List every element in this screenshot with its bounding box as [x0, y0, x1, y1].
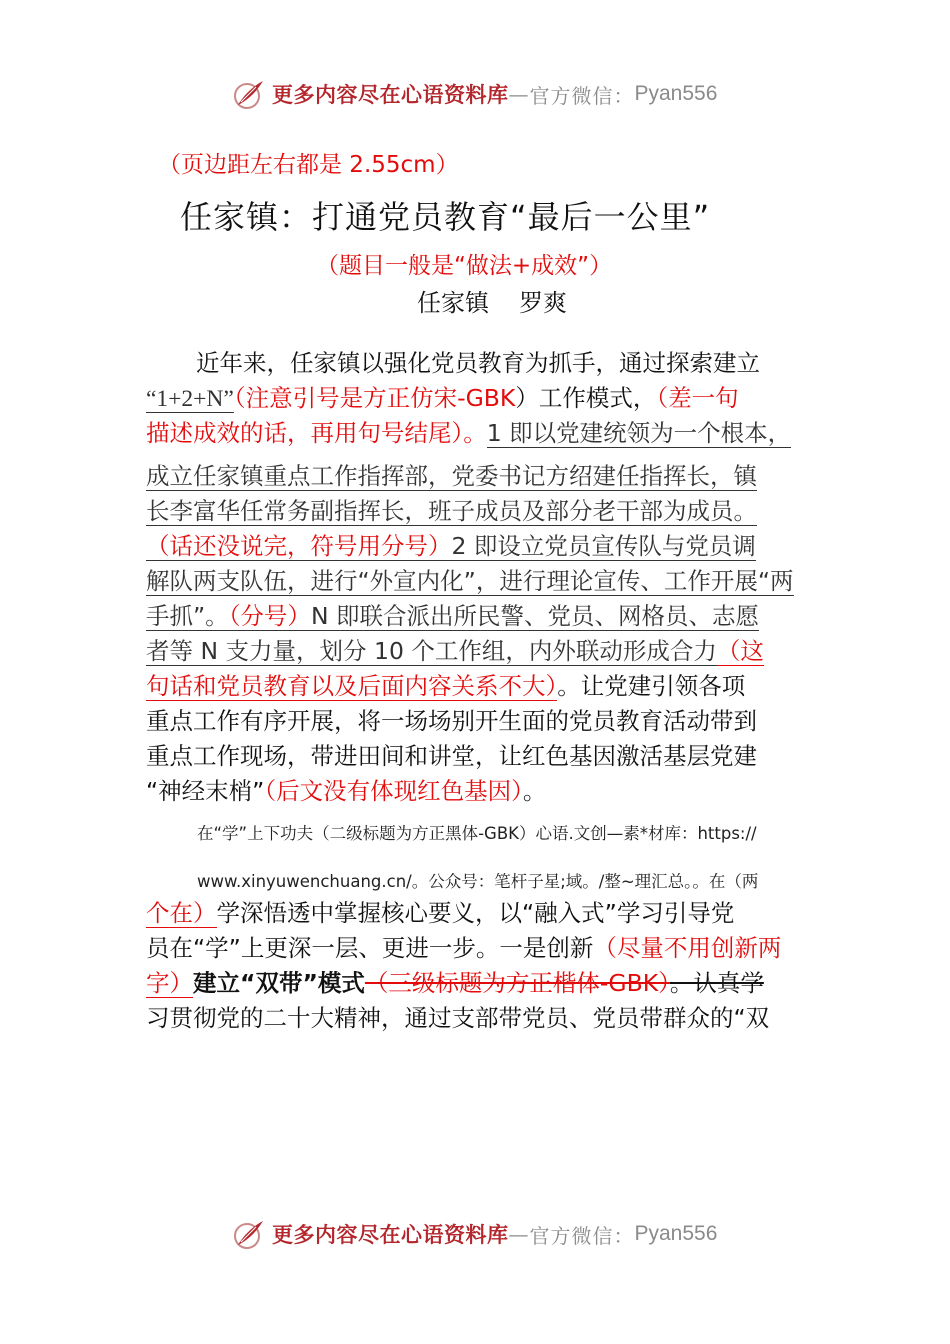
header-watermark-banner [232, 76, 732, 112]
body-line-2: “1+2+N”（注意引号是方正仿宋-GBK）工作模式，（差一句 [146, 384, 739, 412]
section-line-3: 字）建立“双带”模式（三级标题为方正楷体-GBK）。认真学 [146, 969, 764, 997]
banner-wechat-label: 官方微信： [529, 83, 635, 108]
body-line-4: 成立任家镇重点工作指挥部，党委书记方绍建任指挥长，镇 [146, 462, 757, 490]
banner-wechat-id: Pyan556 [634, 82, 718, 105]
annotation-red-gene: （后文没有体现红色基因） [264, 777, 523, 805]
annotation-semicolon: （话还没说完，符号用分号） [146, 532, 452, 560]
body-line-9: 者等 N 支力量，划分 10 个工作组，内外联动形成合力（这 [146, 637, 764, 665]
page-title: 任家镇：打通党员教育“最后一公里” [180, 198, 711, 236]
body-line-7: 解队两支队伍，进行“外宣内化”，进行理论宣传、工作开展“两 [146, 567, 794, 595]
body-line-11: 重点工作有序开展，将一场场别开生面的党员教育活动带到 [146, 707, 757, 735]
third-level-heading: 建立“双带”模式 [193, 969, 365, 997]
body-line-8: 手抓”。（分号）N 即联合派出所民警、党员、网格员、志愿 [146, 602, 759, 630]
body-line-5: 长李富华任常务副指挥长，班子成员及部分老干部为成员。 [146, 497, 757, 525]
body-line-12: 重点工作现场，带进田间和讲堂，让红色基因激活基层党建 [146, 742, 757, 770]
annotation-avoid-innovation: （尽量不用创新两 [593, 934, 782, 962]
model-name-quote: “1+2+N” [146, 386, 234, 412]
annotation-kaiti-font: （三级标题为方正楷体-GBK） [364, 969, 670, 997]
section-line-4: 习贯彻党的二十大精神，通过支部带党员、党员带群众的“双 [146, 1004, 770, 1032]
annotation-unrelated: 句话和党员教育以及后面内容关系不大） [146, 672, 558, 700]
section-heading-line-1: 在“学”上下功夫（二级标题为方正黑体-GBK）心语.文创—素*材库：https:// [197, 824, 757, 843]
section-line-2: 员在“学”上更深一层、更进一步。一是创新（尽量不用创新两 [146, 934, 782, 962]
annotation-two-zai: 个在） [146, 899, 217, 927]
body-line-3: 描述成效的话，再用句号结尾）。1 即以党建统领为一个根本， [146, 419, 792, 447]
byline-author: 罗爽 [519, 289, 567, 317]
footer-watermark-banner [232, 1216, 732, 1252]
banner-main-text: 更多内容尽在心语资料库 [272, 1222, 509, 1247]
feather-pen-logo-icon [232, 1217, 266, 1251]
banner-main-text: 更多内容尽在心语资料库 [272, 82, 509, 107]
body-line-1: 近年来，任家镇以强化党员教育为抓手，通过探索建立 [196, 349, 760, 377]
banner-wechat-label: 官方微信： [529, 1223, 635, 1248]
annotation-missing-sentence: （差一句 [656, 384, 739, 412]
body-line-13: “神经末梢”（后文没有体现红色基因）。 [146, 777, 547, 805]
banner-wechat-id: Pyan556 [634, 1222, 718, 1245]
title-rule-annotation: （题目一般是“做法+成效”） [316, 253, 613, 279]
byline [417, 283, 567, 318]
annotation-quote-font: （注意引号是方正仿宋-GBK [233, 384, 516, 412]
section-line-1: 个在）学深悟透中掌握核心要义，以“融入式”学习引导党 [146, 899, 735, 927]
annotation-semicolon-2: （分号） [228, 602, 311, 630]
section-heading-line-2: www.xinyuwenchuang.cn/。公众号：笔杆子星;域。/整~理汇总。。在（两 [197, 872, 759, 891]
byline-org: 任家镇 [417, 289, 489, 317]
body-line-10: 句话和党员教育以及后面内容关系不大）。让党建引领各项 [146, 672, 746, 700]
banner-dash: — [508, 1222, 530, 1246]
body-line-6: （话还没说完，符号用分号）2 即设立党员宣传队与党员调 [146, 532, 756, 560]
margin-annotation: （页边距左右都是 2.55cm） [158, 152, 459, 178]
banner-dash: — [508, 82, 530, 106]
feather-pen-logo-icon [232, 77, 266, 111]
